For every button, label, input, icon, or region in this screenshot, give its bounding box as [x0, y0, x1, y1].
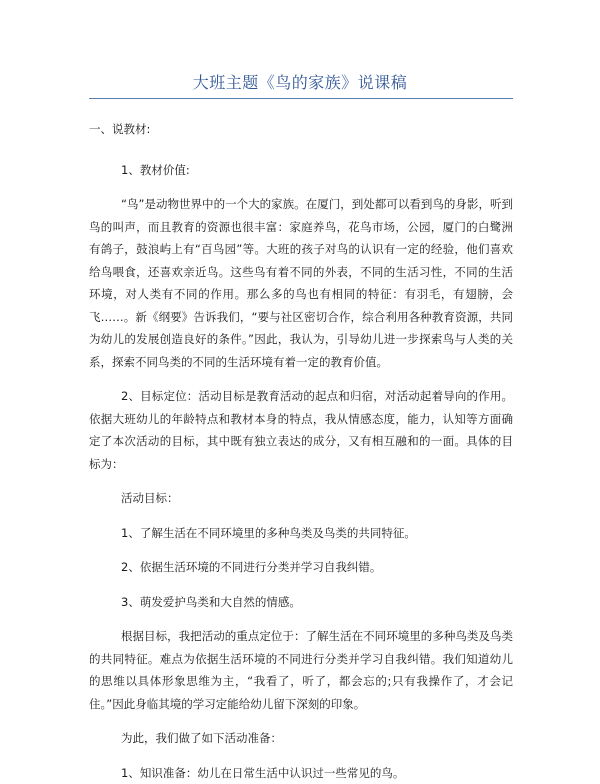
paragraph-goal-positioning: 2、目标定位：活动目标是教育活动的起点和归宿，对活动起着导向的作用。依据大班幼儿的年龄特点和教材本身的特点，我从情感态度，能力，认知等方面确定了本次活动的目标，其中既有独立表达的成分，又有相互融和的一面。具体的目标为： [89, 385, 513, 475]
goal-item: 3、萌发爱护鸟类和大自然的情感。 [89, 591, 513, 614]
document-body [89, 112, 513, 784]
paragraph-teaching-value: “鸟”是动物世界中的一个大的家族。在厦门，到处都可以看到鸟的身影，听到鸟的叫声，而且教育的资源也很丰富：家庭养鸟，花鸟市场，公园，厦门的白鹭洲有鸽子，鼓浪屿上有“百鸟园”等。大班的孩子对鸟的认识有一定的经验，他们喜欢给鸟喂食，还喜欢亲近鸟。这些鸟有着不同的外表，不同的生活习性，不同的生活环境，对人类有不同的作用。那么多的鸟也有相同的特征：有羽毛，有翅膀，会飞……。新《纲要》告诉我们，“要与社区密切合作，综合利用各种教育资源，共同为幼儿的发展创造良好的条件。”因此，我认为，引导幼儿进一步探索鸟与人类的关系，探索不同鸟类的不同的生活环境有着一定的教育价值。 [89, 193, 513, 373]
goal-item: 1、了解生活在不同环境里的多种鸟类及鸟类的共同特征。 [89, 522, 513, 545]
goal-item: 2、依据生活环境的不同进行分类并学习自我纠错。 [89, 556, 513, 579]
subheading-teaching-value: 1、教材价值: [89, 159, 513, 182]
paragraph-preparation-intro: 为此，我们做了如下活动准备： [89, 727, 513, 750]
preparation-item: 1、知识准备：幼儿在日常生活中认识过一些常见的鸟。 [89, 762, 513, 784]
title-underline [89, 98, 513, 99]
goals-label: 活动目标： [89, 487, 513, 510]
page-title: 大班主题《鸟的家族》说课稿 [0, 70, 600, 93]
paragraph-key-points: 根据目标，我把活动的重点定位于：了解生活在不同环境里的多种鸟类及鸟类的共同特征。难点为依据生活环境的不同进行分类并学习自我纠错。我们知道幼儿的思维以具体形象思维为主，“我看了，听了，都会忘的;只有我操作了，才会记住。”因此身临其境的学习定能给幼儿留下深刻的印象。 [89, 625, 513, 715]
section-heading: 一、说教材: [89, 118, 513, 141]
